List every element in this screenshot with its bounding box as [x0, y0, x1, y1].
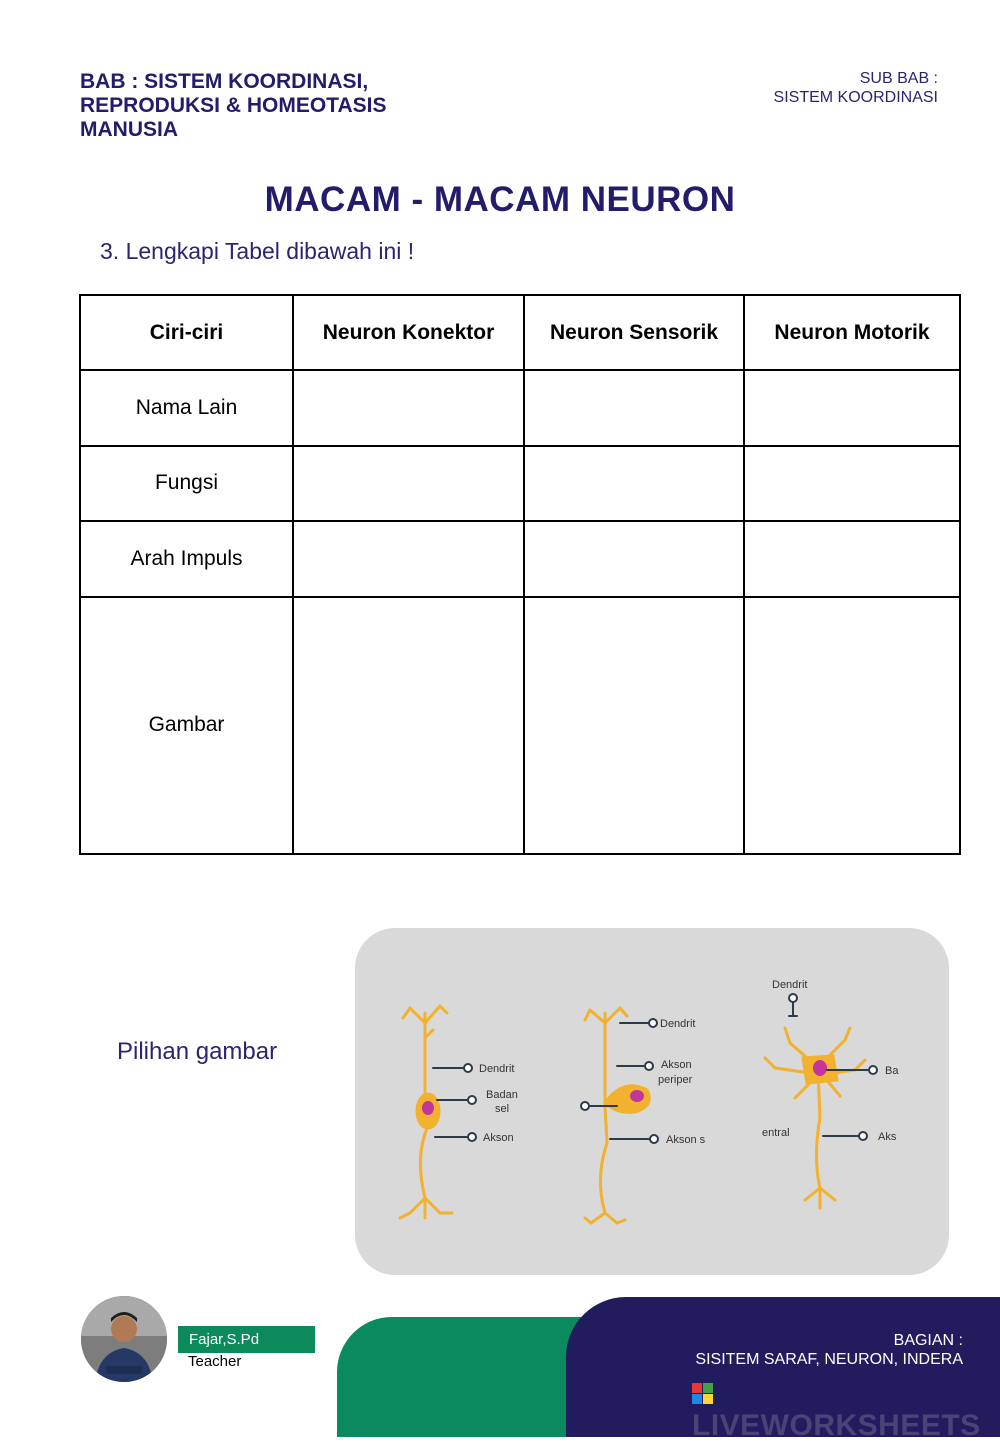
- neuron1-badan-label: Badan: [486, 1089, 518, 1101]
- header-neuron-motorik: Neuron Motorik: [744, 295, 960, 370]
- answer-cell[interactable]: [293, 521, 524, 596]
- answer-cell[interactable]: [293, 446, 524, 521]
- section-value: SISITEM SARAF, NEURON, INDERA: [695, 1351, 963, 1368]
- teacher-name-badge: Fajar,S.Pd: [178, 1326, 315, 1353]
- table-row: [80, 370, 960, 445]
- row-label-fungsi: Fungsi: [80, 446, 293, 521]
- section-label: BAGIAN :: [893, 1332, 963, 1349]
- header-ciri-ciri: Ciri-ciri: [80, 295, 293, 370]
- row-label-gambar: Gambar: [80, 597, 293, 854]
- row-label-nama-lain: Nama Lain: [80, 370, 293, 445]
- neuron3-aks-label: Aks: [878, 1131, 897, 1143]
- neuron-image-3[interactable]: [765, 994, 877, 1208]
- chapter-title: BAB : SISTEM KOORDINASI, REPRODUKSI & HOMEOTASIS MANUSIA: [80, 70, 387, 141]
- logo-text: LIVEWORKSHEETS: [692, 1409, 981, 1442]
- sub-chapter-label: SUB BAB :: [859, 70, 938, 87]
- liveworksheets-logo: [692, 1375, 1000, 1443]
- image-choices-panel: [355, 928, 949, 1275]
- table-row: [80, 597, 960, 854]
- neuron1-sel-label: sel: [495, 1103, 510, 1115]
- header-neuron-sensorik: Neuron Sensorik: [524, 295, 744, 370]
- drop-zone-cell[interactable]: [744, 597, 960, 854]
- neuron2-akson-label: Akson: [661, 1059, 692, 1071]
- header-neuron-konektor: Neuron Konektor: [293, 295, 524, 370]
- neuron3-dendrit-label: Dendrit: [772, 979, 808, 991]
- table-header-row: [80, 295, 960, 370]
- answer-cell[interactable]: [524, 370, 744, 445]
- answer-cell[interactable]: [744, 521, 960, 596]
- neuron1-dendrit-label: Dendrit: [479, 1063, 515, 1075]
- answer-cell[interactable]: [293, 370, 524, 445]
- instruction-text: 3. Lengkapi Tabel dibawah ini !: [100, 238, 415, 264]
- table-row: [80, 446, 960, 521]
- teacher-role: Teacher: [188, 1353, 242, 1370]
- neuron2-periper-label: periper: [658, 1074, 693, 1086]
- logo-blocks-icon: [692, 1383, 713, 1404]
- sub-chapter-value: SISTEM KOORDINASI: [773, 89, 938, 106]
- neuron-image-1[interactable]: [400, 1006, 476, 1218]
- table-row: [80, 521, 960, 596]
- answer-cell[interactable]: [744, 446, 960, 521]
- neuron2-akson-s-label: Akson s: [666, 1134, 706, 1146]
- image-choices-label: Pilihan gambar: [117, 1038, 278, 1065]
- neuron2-dendrit-label: Dendrit: [660, 1018, 696, 1030]
- neuron-table: [79, 294, 961, 855]
- answer-cell[interactable]: [524, 521, 744, 596]
- page-title: MACAM - MACAM NEURON: [264, 180, 736, 219]
- drop-zone-cell[interactable]: [524, 597, 744, 854]
- row-label-arah-impuls: Arah Impuls: [80, 521, 293, 596]
- neuron1-akson-label: Akson: [483, 1132, 514, 1144]
- drop-zone-cell[interactable]: [293, 597, 524, 854]
- teacher-avatar: [81, 1296, 167, 1382]
- answer-cell[interactable]: [524, 446, 744, 521]
- neuron3-ba-label: Ba: [885, 1065, 899, 1077]
- neuron-image-2[interactable]: [581, 1008, 658, 1223]
- answer-cell[interactable]: [744, 370, 960, 445]
- neuron3-entral-label: entral: [762, 1127, 790, 1139]
